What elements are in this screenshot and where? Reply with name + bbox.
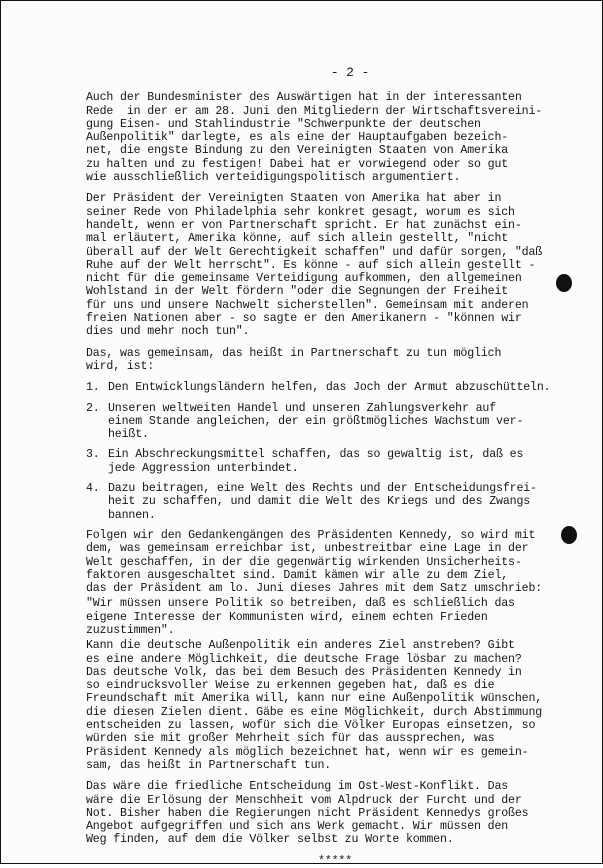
document-body: [70, 66, 580, 868]
paragraph-german-policy: Kann die deutsche Außenpolitik ein anderes Ziel anstreben? Gibt es eine andere Möglichkeit, die deutsche Frage lösbar zu machen? Das deutsche Volk, das bei dem Besuch des Präsidenten Kennedy in so eindrucksvoller Weise zu erkennen gegeben hat, daß es die Freundschaft mit Amerika will, kann nur eine Außenpolitik wünschen, die diesen Zielen dient. Gäbe es eine Möglichkeit, durch Abstimmung entscheiden zu lassen, wofür sich die Völker Europas einsetzen, so würden sie mit großer Mehrheit sich für das aussprechen, was Präsident Kennedy als möglich bezeichnet hat, wenn wir es gemein- sam, das heißt in Partnerschaft tun.: [86, 639, 543, 772]
list-text: Dazu beitragen, eine Welt des Rechts und der Entscheidungsfrei- heit zu schaffen, und damit die Welt des Kriegs und des Zwangs bannen.: [108, 482, 537, 522]
list-number: 2.: [86, 401, 100, 415]
list-number: 1.: [86, 381, 100, 395]
paragraph-foreign-minister: Auch der Bundesminister des Auswärtigen hat in der interessanten Rede in der er am 28. Juni den Mitgliedern der Wirtschaftsvereini- gung Eisen- und Stahlindustrie "Schwerpunkte der deutschen Außenpolitik" darlegte, es als eine der Hauptaufgaben bezeich- net, die engste Bindung zu den Vereinigten Staaten von Amerika zu halten und zu festigen! Dabei hat er vorwiegend oder so gut wie ausschließlich verteidigungspolitisch argumentiert.: [86, 91, 543, 185]
paragraph-conclusion: Das wäre die friedliche Entscheidung im Ost-West-Konflikt. Das wäre die Erlösung der Menschheit vom Alpdruck der Furcht und der Not. Bisher haben die Regierungen nicht Präsident Kennedys großes Angebot aufgegriffen und sich ans Werk gemacht. Wir müssen den Weg finden, auf dem die Völker selbst zu Worte kommen.: [86, 780, 529, 847]
list-text: Ein Abschreckungsmittel schaffen, das so gewaltig ist, daß es jede Aggression unterbindet.: [108, 448, 524, 475]
paragraph-kennedy-thoughts: Folgen wir den Gedankengängen des Präsidenten Kennedy, so wird mit dem, was gemeinsam erreichbar ist, unbestreitbar eine Lage in der Welt geschaffen, in der die gegenwärtig wirkenden Unsicherheits- faktoren ausgeschaltet sind. Damit kämen wir alle zu dem Ziel, das der Präsident am lo. Juni dieses Jahres mit dem Satz umschrieb:: [86, 528, 543, 596]
partnership-goals-list: [86, 381, 580, 522]
list-item: [86, 381, 580, 394]
list-item: [86, 448, 580, 475]
list-number: 4.: [86, 482, 100, 496]
paragraph-philadelphia-speech: Der Präsident der Vereinigten Staaten von Amerika hat aber in seiner Rede von Philadelphia sehr konkret gesagt, worum es sich handelt, wenn er von Partnerschaft spricht. Er hat zunächst ein- mal erläutert, Amerika könne, auf sich allein gestellt, "nicht überall auf der Welt Gerechtigkeit schaffen" und dafür sorgen, "daß Ruhe auf der Welt herrscht". Es könne - auf sich allein gestellt - nicht für die gemeinsame Verteidigung aufkommen, den allgemeinen Wohlstand in der Welt fördern "oder die Segnungen der Freiheit für uns und unsere Nachwelt sicherstellen". Gemeinsam mit anderen freien Nationen aber - so sagte er den Amerikanern - "können wir dies und mehr noch tun".: [86, 192, 543, 339]
kennedy-quote: "Wir müssen unsere Politik so betreiben, daß es schließlich das eigene Interesse der Kommunisten wird, einem echten Frieden zuzustimmen".: [86, 597, 515, 637]
end-mark: *****: [317, 854, 353, 868]
list-number: 3.: [86, 448, 100, 462]
list-item: [86, 482, 580, 522]
list-text: Den Entwicklungsländern helfen, das Joch der Armut abzuschütteln.: [108, 381, 551, 395]
page-number: - 2 -: [330, 65, 370, 80]
list-item: [86, 402, 580, 442]
list-text: Unseren weltweiten Handel und unseren Zahlungsverkehr auf einem Stande angleichen, der ein größtmögliches Wachstum ver- heißt.: [108, 401, 524, 442]
paragraph-partnership-intro: Das, was gemeinsam, das heißt in Partnerschaft zu tun möglich wird, ist:: [86, 346, 502, 373]
